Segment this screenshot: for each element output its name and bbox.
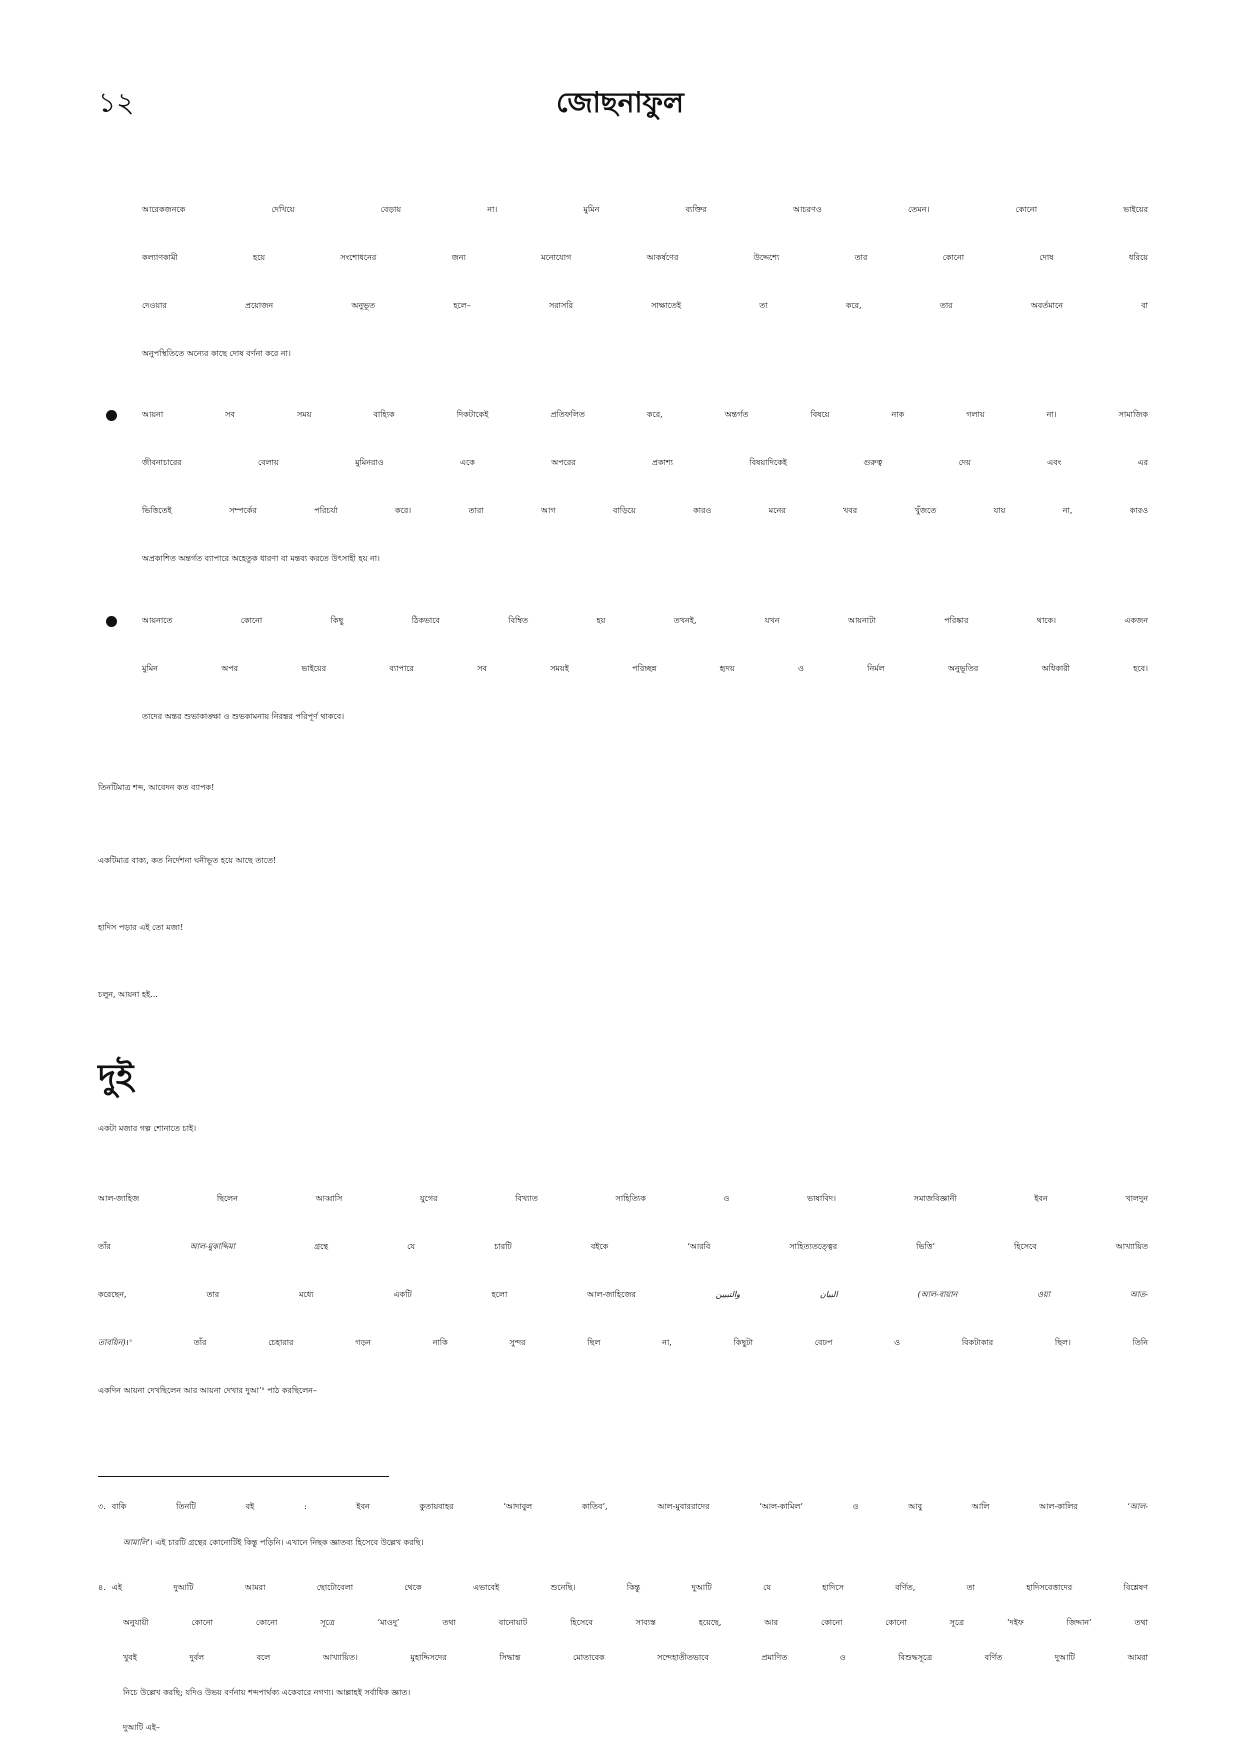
bullet-line: জীবনাচারের বেলায় মুমিনরাও একে অপরের প্রকাশ্য বিষয়াদিকেই গুরুত্ব দেয় এবং এর [142, 458, 1148, 467]
continued-paragraph [142, 186, 1148, 378]
page-number: ১২ [98, 86, 135, 119]
bullet-item [142, 597, 1148, 741]
page-header [0, 83, 1240, 123]
footnote-line [123, 1675, 1148, 1710]
paragraph-line: অনুপস্থিতিতে অন্যের কাছে দোষ বর্ণনা করে না। [142, 349, 291, 358]
footnote-separator [98, 1476, 389, 1477]
text-run: তাঁর [98, 1242, 190, 1251]
footnote-line [98, 1570, 1148, 1605]
footnote-line [123, 1525, 1148, 1561]
footnote-marker: ৩. [98, 1502, 106, 1511]
bullet-line: ভিত্তিতেই সম্পর্কের পরিচর্যা করে। তারা আগ বাড়িয়ে কারও মনের খবর খুঁজতে যায় না, কারও [142, 506, 1148, 515]
text-run: করেছেন, তার মধ্যে একটি হলো আল-জাহিজের [98, 1290, 716, 1299]
footnote-line [123, 1605, 1148, 1640]
footnote-marker: ৪. [98, 1583, 106, 1592]
text-run: এই দুআটি আমরা ছোটোবেলা থেকে এভাবেই শুনেছি। কিন্তু দুআটি যে হাদিসে বর্ণিত, তা হাদিসবেত্তাদের বিশ্লেষণ [111, 1583, 1148, 1592]
paragraph-line: কল্যাণকামী হয়ে সংশোধনের জন্য মনোযোগ আকর্ষণের উদ্দেশ্যে তার কোনো দোষ ধরিয়ে [142, 253, 1148, 262]
book-title-italic: আল- [1130, 1502, 1148, 1511]
text-run: তাঁর চেহারার গড়ন নাকি সুন্দর ছিল না, কিছুটা বেঢপ ও বিকটাকার ছিল। তিনি [131, 1338, 1148, 1347]
remark-line: একটিমাত্র বাক্য, কত নির্দেশনা ঘনীভূত হয়ে আছে তাতে! [98, 856, 277, 865]
paragraph-line [98, 1175, 1148, 1223]
text-run: আল-জাহিজ ছিলেন আব্বাসি যুগের বিখ্যাত সাহিত্যিক ও ভাষাবিদ। সমাজবিজ্ঞানী ইবন খালদুন [98, 1194, 1148, 1203]
paragraph-line [98, 1271, 1148, 1319]
footnote-ref: ৪ [261, 1386, 265, 1393]
remark [98, 904, 1148, 952]
transliteration-italic: তাবয়িন) [98, 1338, 126, 1347]
text-run: পাঠ করছিলেন– [264, 1386, 317, 1395]
section-paragraph [98, 1175, 1148, 1415]
footnote-line [98, 1489, 1148, 1525]
paragraph-line: আরেকজনকে দেখিয়ে বেড়ায় না। মুমিন ব্যক্তির আচরণও তেমন। কোনো ভাইয়ের [142, 205, 1148, 214]
remark-line: চলুন, আয়না হই... [98, 990, 158, 999]
remark-line: তিনটিমাত্র শব্দ, আবেদন কত ব্যাপক! [98, 783, 215, 792]
footnote-closing: দুআটি এই– [123, 1723, 160, 1732]
bullet-item [142, 391, 1148, 583]
paragraph-line: দেওয়ার প্রয়োজন অনুভূত হলে– সরাসরি সাক্ষাতেই তা করে, তার অবর্তমানে বা [142, 301, 1148, 310]
footnote [98, 1570, 1148, 1745]
text-run: খুবই দুর্বল বলে আখ্যায়িত। মুহাদ্দিসদের সিদ্ধান্ত মোতাবেক সন্দেহাতীতভাবে প্রমাণিত ও বিশুদ্ধসূত্রে বর্ণিত দুআটি আমরা [123, 1653, 1148, 1662]
text-run: গ্রন্থে যে চারটি বইকে ‘আরবি সাহিত্যতত্ত্বের ভিত্তি’ হিসেবে আখ্যায়িত [235, 1242, 1148, 1251]
text-run: অনুযায়ী কোনো কোনো সূত্রে ‘মাওদু’ তথা বানোয়াট হিসেবে সাব্যস্ত হয়েছে, আর কোনো কোনো সূত্রে ‘দইফ জিদ্দান’ তথা [123, 1618, 1148, 1627]
footnote-line [123, 1640, 1148, 1675]
bullet-dot [106, 616, 117, 627]
book-title-italic: আল-মুকাদ্দিমা [189, 1242, 236, 1251]
remark [98, 971, 1148, 1019]
book-title-italic: আমালি [123, 1538, 148, 1547]
bullet-line: মুমিন অপর ভাইয়ের ব্যাপারে সব সময়ই পরিচ্ছন্ন হৃদয় ও নির্মল অনুভূতির অধিকারী হবে। [142, 664, 1148, 673]
text-run: ’। এই চারটি গ্রন্থের কোনোটিই কিন্তু পড়িনি। এখানে নিছক জ্ঞাতব্য হিসেবে উল্লেখ করছি। [147, 1538, 424, 1547]
text-run: একদিন আয়না দেখছিলেন আর আয়না দেখার দুআ’ [98, 1386, 262, 1395]
footnote [98, 1489, 1148, 1561]
running-title: জোছনাফুল [556, 86, 684, 119]
bullet-line: অপ্রকাশিত অন্তর্গত ব্যাপারে অহেতুক ধারণা বা মন্তব্য করতে উৎসাহী হয় না। [142, 554, 380, 563]
remark [98, 764, 1148, 812]
paragraph-line [98, 1223, 1148, 1271]
paragraph-line [98, 1367, 1148, 1415]
bullet-dot [106, 410, 117, 421]
arabic-book-title: البيان والتبيين [715, 1290, 838, 1299]
remark-line: হাদিস পড়ার এই তো মজা! [98, 923, 184, 932]
text-run: । [125, 1338, 129, 1347]
text-run: নিচে উল্লেখ করছি; যদিও উভয় বর্ণনায় শব্দপার্থক্য একেবারে নগণ্য। আল্লাহই সর্বাধিক জ্ঞাত। [123, 1688, 411, 1697]
section-heading: দুই [98, 1057, 134, 1097]
section-intro [98, 1105, 1148, 1153]
footnote-ref: ৩ [128, 1338, 132, 1345]
bullet-line: আয়না সব সময় বাহ্যিক দিকটাকেই প্রতিফলিত করে, অন্তর্গত বিষয়ে নাক গলায় না। সামাজিক [142, 410, 1148, 419]
intro-line: একটা মজার গল্প শোনাতে চাই। [98, 1124, 197, 1133]
bullet-line: তাদের অন্তর শুভাকাঙ্ক্ষা ও শুভকামনায় নিরন্তর পরিপূর্ণ থাকবে। [142, 712, 345, 721]
remark [98, 837, 1148, 885]
text-run: বাকি তিনটি বই : ইবন কুতায়বাহর ‘আদাবুল কাতিব’, আল-মুবাররাদের ‘আল-কামিল’ ও আবু আলি আল-কালির ‘ [111, 1502, 1130, 1511]
transliteration-italic: (আল-বায়ান ওয়া আত- [837, 1290, 1148, 1299]
paragraph-line [98, 1319, 1148, 1367]
bullet-line: আয়নাতে কোনো কিছু ঠিকভাবে বিম্বিত হয় তখনই, যখন আয়নাটা পরিষ্কার থাকে। একজন [142, 616, 1148, 625]
